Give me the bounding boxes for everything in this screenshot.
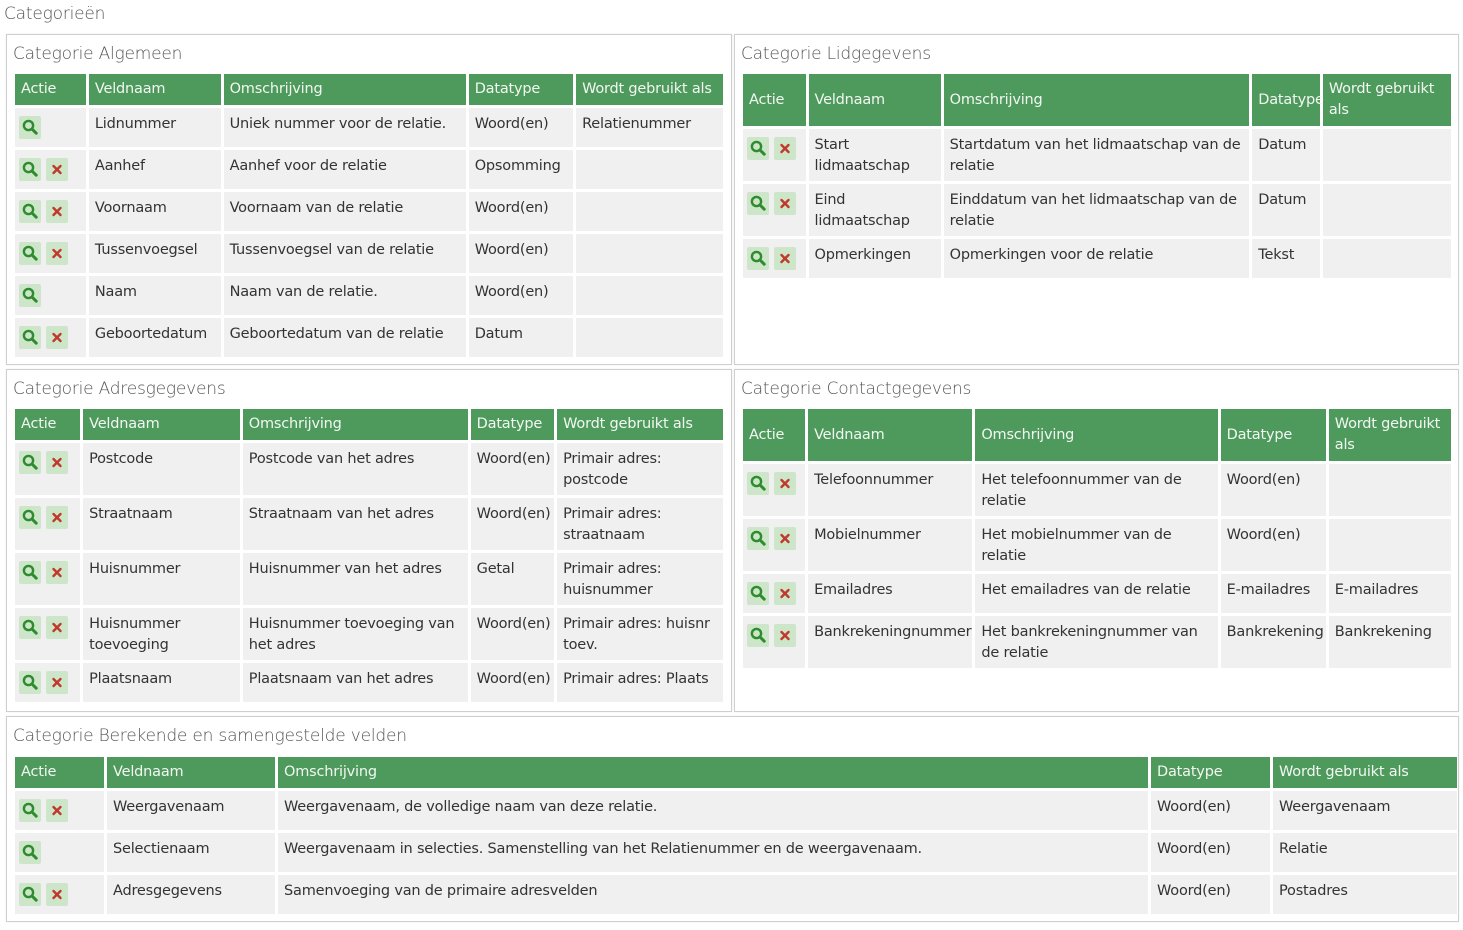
row-actions <box>743 239 806 278</box>
cell-gebruikt: Postadres <box>1273 875 1457 914</box>
panel-lidgegevens <box>734 34 1459 365</box>
view-button[interactable] <box>747 472 769 495</box>
header-omschrijving[interactable]: Omschrijving <box>944 74 1250 126</box>
cell-omschrijving: Postcode van het adres <box>243 443 468 495</box>
panel-title: Categorie Algemeen <box>13 44 183 64</box>
cell-omschrijving: Het telefoonnummer van de relatie <box>975 464 1217 516</box>
view-button[interactable] <box>19 561 41 584</box>
delete-button[interactable] <box>46 616 68 639</box>
cell-datatype: Woord(en) <box>1151 875 1270 914</box>
view-button[interactable] <box>19 116 41 139</box>
header-actie: Actie <box>15 74 86 105</box>
table-row <box>743 616 1451 668</box>
view-button[interactable] <box>747 582 769 605</box>
delete-button[interactable] <box>774 192 796 215</box>
table-row <box>15 553 723 605</box>
cell-omschrijving: Plaatsnaam van het adres <box>243 663 468 702</box>
delete-button[interactable] <box>46 200 68 223</box>
row-actions <box>15 791 104 830</box>
cell-datatype: Woord(en) <box>1151 833 1270 872</box>
table-row <box>743 239 1451 278</box>
cell-omschrijving: Opmerkingen voor de relatie <box>944 239 1250 278</box>
table-row <box>15 833 1457 872</box>
cell-omschrijving: Uniek nummer voor de relatie. <box>224 108 466 147</box>
delete-button[interactable] <box>46 451 68 474</box>
cell-veldnaam: Straatnaam <box>83 498 240 550</box>
cell-gebruikt <box>576 318 723 357</box>
delete-button[interactable] <box>46 506 68 529</box>
cell-datatype: Bankrekening <box>1221 616 1326 668</box>
cell-omschrijving: Huisnummer van het adres <box>243 553 468 605</box>
fields-table <box>12 754 1460 917</box>
cell-veldnaam: Tussenvoegsel <box>89 234 221 273</box>
cell-datatype: E-mailadres <box>1221 574 1326 613</box>
panel-adresgegevens <box>6 369 732 712</box>
table-row <box>743 574 1451 613</box>
header-actie: Actie <box>743 74 806 126</box>
row-actions <box>15 192 86 231</box>
view-button[interactable] <box>747 527 769 550</box>
header-gebruikt[interactable]: Wordt gebruikt als <box>1329 409 1451 461</box>
header-gebruikt[interactable]: Wordt gebruikt als <box>557 409 723 440</box>
delete-button[interactable] <box>774 137 796 160</box>
page-title: Categorieën <box>4 4 106 24</box>
fields-table <box>12 71 726 360</box>
table-row <box>743 129 1451 181</box>
fields-table <box>12 406 726 705</box>
delete-button[interactable] <box>46 883 68 906</box>
row-actions <box>743 184 806 236</box>
cell-veldnaam: Weergavenaam <box>107 791 275 830</box>
view-button[interactable] <box>747 137 769 160</box>
cell-veldnaam: Aanhef <box>89 150 221 189</box>
table-row <box>743 184 1451 236</box>
cell-veldnaam: Telefoonnummer <box>808 464 972 516</box>
header-datatype[interactable]: Datatype <box>469 74 573 105</box>
cell-omschrijving: Startdatum van het lidmaatschap van de relatie <box>944 129 1250 181</box>
cell-datatype: Woord(en) <box>1221 519 1326 571</box>
fields-table <box>740 71 1454 281</box>
cell-datatype: Woord(en) <box>1221 464 1326 516</box>
cell-veldnaam: Mobielnummer <box>808 519 972 571</box>
header-actie: Actie <box>15 409 80 440</box>
cell-veldnaam: Geboortedatum <box>89 318 221 357</box>
cell-omschrijving: Weergavenaam, de volledige naam van deze relatie. <box>278 791 1148 830</box>
cell-gebruikt: Primair adres: huisnr toev. <box>557 608 723 660</box>
cell-gebruikt: E-mailadres <box>1329 574 1451 613</box>
row-actions <box>15 276 86 315</box>
cell-gebruikt <box>1323 239 1451 278</box>
panel-algemeen <box>6 34 732 365</box>
cell-omschrijving: Einddatum van het lidmaatschap van de relatie <box>944 184 1250 236</box>
panel-title: Categorie Berekende en samengestelde velden <box>13 726 407 746</box>
cell-gebruikt <box>576 234 723 273</box>
cell-datatype: Woord(en) <box>469 276 573 315</box>
view-button[interactable] <box>19 671 41 694</box>
cell-datatype: Datum <box>1252 129 1320 181</box>
view-button[interactable] <box>19 200 41 223</box>
table-row <box>743 519 1451 571</box>
view-button[interactable] <box>747 624 769 647</box>
cell-datatype: Opsomming <box>469 150 573 189</box>
row-actions <box>15 663 80 702</box>
table-row <box>15 443 723 495</box>
row-actions <box>743 616 805 668</box>
table-row <box>743 464 1451 516</box>
delete-button[interactable] <box>774 527 796 550</box>
cell-omschrijving: Straatnaam van het adres <box>243 498 468 550</box>
cell-veldnaam: Plaatsnaam <box>83 663 240 702</box>
cell-gebruikt: Bankrekening <box>1329 616 1451 668</box>
cell-gebruikt: Relatienummer <box>576 108 723 147</box>
cell-gebruikt: Weergavenaam <box>1273 791 1457 830</box>
header-veldnaam[interactable]: Veldnaam <box>89 74 221 105</box>
cell-veldnaam: Postcode <box>83 443 240 495</box>
cell-datatype: Woord(en) <box>471 663 554 702</box>
cell-gebruikt <box>576 150 723 189</box>
cell-veldnaam: Huisnummer <box>83 553 240 605</box>
cell-gebruikt: Relatie <box>1273 833 1457 872</box>
header-gebruikt[interactable]: Wordt gebruikt als <box>1323 74 1451 126</box>
cell-veldnaam: Eind lidmaatschap <box>809 184 941 236</box>
cell-veldnaam: Voornaam <box>89 192 221 231</box>
fields-table <box>740 406 1454 671</box>
delete-button[interactable] <box>774 624 796 647</box>
cell-datatype: Datum <box>1252 184 1320 236</box>
cell-gebruikt: Primair adres: postcode <box>557 443 723 495</box>
header-veldnaam[interactable]: Veldnaam <box>808 409 972 461</box>
cell-gebruikt: Primair adres: Plaats <box>557 663 723 702</box>
row-actions <box>15 608 80 660</box>
cell-omschrijving: Geboortedatum van de relatie <box>224 318 466 357</box>
view-button[interactable] <box>19 326 41 349</box>
header-gebruikt[interactable]: Wordt gebruikt als <box>1273 757 1457 788</box>
cell-gebruikt <box>1323 184 1451 236</box>
view-button[interactable] <box>19 451 41 474</box>
table-row <box>15 276 723 315</box>
cell-veldnaam: Naam <box>89 276 221 315</box>
row-actions <box>743 464 805 516</box>
table-row <box>15 608 723 660</box>
table-row <box>15 192 723 231</box>
cell-datatype: Tekst <box>1252 239 1320 278</box>
cell-veldnaam: Opmerkingen <box>809 239 941 278</box>
row-actions <box>15 443 80 495</box>
cell-datatype: Woord(en) <box>471 608 554 660</box>
row-actions <box>15 875 104 914</box>
cell-veldnaam: Huisnummer toevoeging <box>83 608 240 660</box>
header-gebruikt[interactable]: Wordt gebruikt als <box>576 74 723 105</box>
delete-button[interactable] <box>46 242 68 265</box>
delete-button[interactable] <box>46 671 68 694</box>
view-button[interactable] <box>19 616 41 639</box>
view-button[interactable] <box>19 284 41 307</box>
cell-veldnaam: Emailadres <box>808 574 972 613</box>
view-button[interactable] <box>19 158 41 181</box>
cell-gebruikt <box>1323 129 1451 181</box>
header-omschrijving[interactable]: Omschrijving <box>224 74 466 105</box>
cell-omschrijving: Huisnummer toevoeging van het adres <box>243 608 468 660</box>
cell-veldnaam: Adresgegevens <box>107 875 275 914</box>
delete-button[interactable] <box>46 561 68 584</box>
cell-omschrijving: Weergavenaam in selecties. Samenstelling van het Relatienummer en de weergavenaam. <box>278 833 1148 872</box>
cell-datatype: Woord(en) <box>1151 791 1270 830</box>
cell-datatype: Woord(en) <box>471 443 554 495</box>
view-button[interactable] <box>747 247 769 270</box>
cell-omschrijving: Het emailadres van de relatie <box>975 574 1217 613</box>
view-button[interactable] <box>19 883 41 906</box>
delete-button[interactable] <box>46 326 68 349</box>
cell-veldnaam: Lidnummer <box>89 108 221 147</box>
row-actions <box>15 150 86 189</box>
view-button[interactable] <box>747 192 769 215</box>
cell-omschrijving: Voornaam van de relatie <box>224 192 466 231</box>
header-datatype[interactable]: Datatype <box>1151 757 1270 788</box>
row-actions <box>15 553 80 605</box>
cell-omschrijving: Het bankrekeningnummer van de relatie <box>975 616 1217 668</box>
view-button[interactable] <box>19 242 41 265</box>
table-row <box>15 498 723 550</box>
panel-title: Categorie Lidgegevens <box>741 44 931 64</box>
cell-datatype: Woord(en) <box>469 192 573 231</box>
cell-gebruikt: Primair adres: huisnummer <box>557 553 723 605</box>
header-veldnaam[interactable]: Veldnaam <box>83 409 240 440</box>
table-row <box>15 150 723 189</box>
row-actions <box>15 318 86 357</box>
row-actions <box>743 519 805 571</box>
table-row <box>15 234 723 273</box>
cell-gebruikt <box>576 192 723 231</box>
cell-omschrijving: Naam van de relatie. <box>224 276 466 315</box>
table-row <box>15 108 723 147</box>
panel-berekend <box>6 716 1459 922</box>
delete-button[interactable] <box>774 582 796 605</box>
delete-button[interactable] <box>774 247 796 270</box>
table-row <box>15 663 723 702</box>
table-row <box>15 875 1457 914</box>
cell-omschrijving: Tussenvoegsel van de relatie <box>224 234 466 273</box>
header-veldnaam[interactable]: Veldnaam <box>809 74 941 126</box>
cell-datatype: Woord(en) <box>471 498 554 550</box>
cell-datatype: Woord(en) <box>469 108 573 147</box>
header-omschrijving[interactable]: Omschrijving <box>278 757 1148 788</box>
cell-gebruikt: Primair adres: straatnaam <box>557 498 723 550</box>
cell-datatype: Woord(en) <box>469 234 573 273</box>
delete-button[interactable] <box>774 472 796 495</box>
view-button[interactable] <box>19 799 41 822</box>
cell-datatype: Datum <box>469 318 573 357</box>
cell-omschrijving: Aanhef voor de relatie <box>224 150 466 189</box>
header-veldnaam[interactable]: Veldnaam <box>107 757 275 788</box>
header-datatype[interactable]: Datatype <box>1221 409 1326 461</box>
cell-veldnaam: Bankrekeningnummer <box>808 616 972 668</box>
view-button[interactable] <box>19 506 41 529</box>
header-actie: Actie <box>15 757 104 788</box>
cell-gebruikt <box>576 276 723 315</box>
table-row <box>15 318 723 357</box>
cell-omschrijving: Het mobielnummer van de relatie <box>975 519 1217 571</box>
cell-gebruikt <box>1329 519 1451 571</box>
panel-title: Categorie Adresgegevens <box>13 379 226 399</box>
cell-datatype: Getal <box>471 553 554 605</box>
delete-button[interactable] <box>46 158 68 181</box>
panel-title: Categorie Contactgegevens <box>741 379 972 399</box>
header-omschrijving[interactable]: Omschrijving <box>975 409 1217 461</box>
header-datatype[interactable]: Datatype <box>1252 74 1320 126</box>
table-row <box>15 791 1457 830</box>
row-actions <box>15 234 86 273</box>
header-actie: Actie <box>743 409 805 461</box>
cell-veldnaam: Selectienaam <box>107 833 275 872</box>
view-button[interactable] <box>19 841 41 864</box>
delete-button[interactable] <box>46 799 68 822</box>
row-actions <box>743 129 806 181</box>
header-omschrijving[interactable]: Omschrijving <box>243 409 468 440</box>
cell-omschrijving: Samenvoeging van de primaire adresvelden <box>278 875 1148 914</box>
row-actions <box>15 833 104 872</box>
cell-veldnaam: Start lidmaatschap <box>809 129 941 181</box>
row-actions <box>743 574 805 613</box>
header-datatype[interactable]: Datatype <box>471 409 554 440</box>
cell-gebruikt <box>1329 464 1451 516</box>
panel-contactgegevens <box>734 369 1459 712</box>
row-actions <box>15 498 80 550</box>
row-actions <box>15 108 86 147</box>
